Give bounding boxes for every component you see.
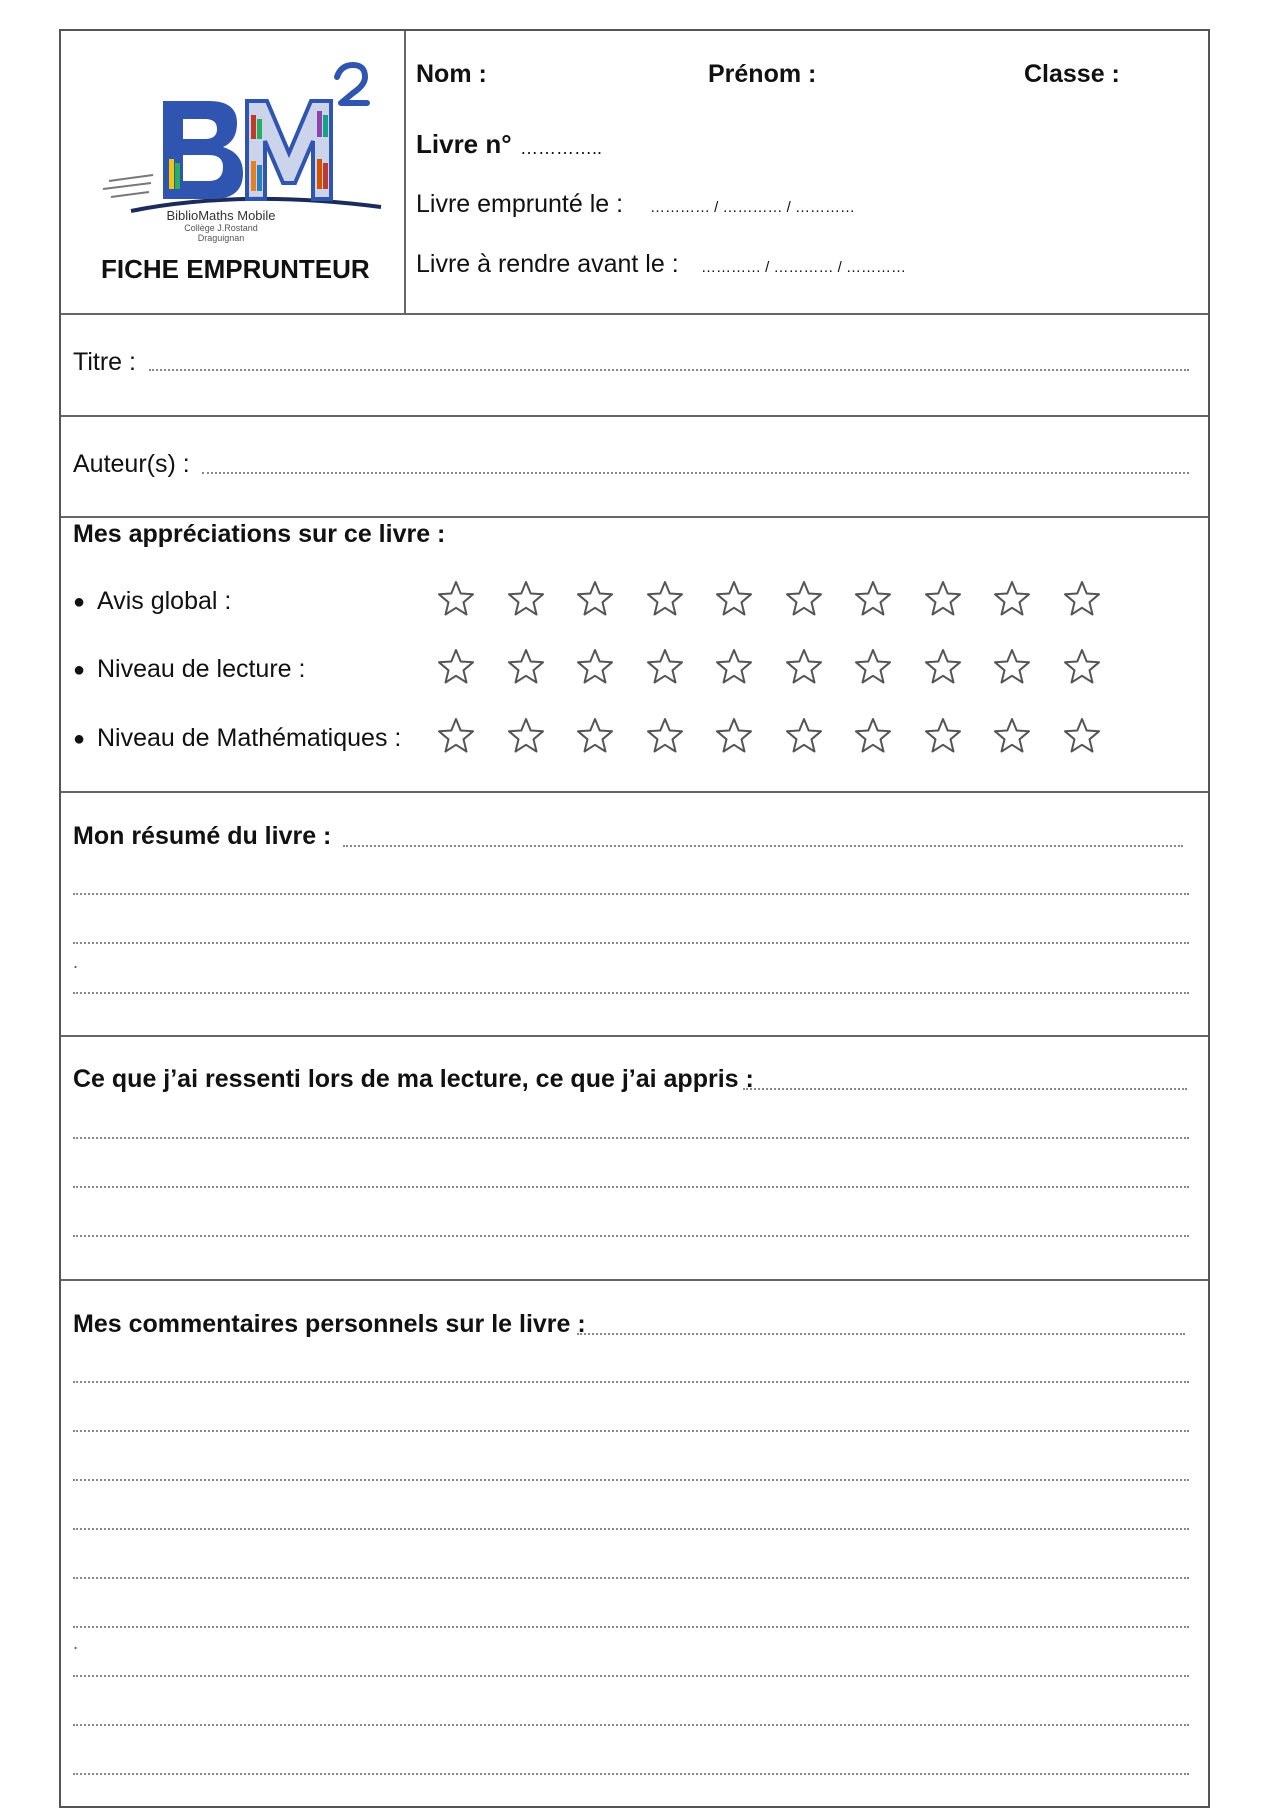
star-icon[interactable]	[645, 647, 685, 687]
star-icon[interactable]	[1062, 647, 1102, 687]
auteurs-label: Auteur(s) :	[73, 450, 190, 478]
star-icon[interactable]	[992, 579, 1032, 619]
star-icon[interactable]	[992, 647, 1032, 687]
ressenti-line[interactable]	[73, 1235, 1189, 1237]
divider	[61, 415, 1208, 417]
star-icon[interactable]	[714, 716, 754, 756]
star-icon[interactable]	[992, 716, 1032, 756]
titre-line[interactable]	[149, 369, 1189, 371]
commentaires-line[interactable]	[73, 1381, 1189, 1383]
livre-no-label: Livre n°	[416, 129, 512, 159]
commentaires-line[interactable]	[73, 1479, 1189, 1481]
commentaires-line[interactable]	[73, 1430, 1189, 1432]
star-icon[interactable]	[853, 647, 893, 687]
rating-label-maths: Niveau de Mathématiques :	[97, 724, 402, 752]
rating-label-lecture: Niveau de lecture :	[97, 655, 306, 683]
star-icon[interactable]	[575, 716, 615, 756]
emprunte-label: Livre emprunté le :	[416, 190, 624, 218]
logo-line-3: Draguignan	[197, 233, 245, 243]
ressenti-heading: Ce que j’ai ressenti lors de ma lecture, ce que j’ai appris :	[73, 1065, 754, 1093]
rating-bullet: ●	[73, 591, 86, 613]
rendre-label: Livre à rendre avant le :	[416, 250, 679, 278]
ressenti-line[interactable]	[743, 1088, 1187, 1090]
commentaires-line[interactable]	[73, 1724, 1189, 1726]
star-icon[interactable]	[506, 579, 546, 619]
star-icon[interactable]	[645, 716, 685, 756]
star-icon[interactable]	[575, 647, 615, 687]
star-icon[interactable]	[784, 716, 824, 756]
star-icon[interactable]	[853, 716, 893, 756]
star-icon[interactable]	[784, 579, 824, 619]
resume-line[interactable]	[343, 845, 1183, 847]
rating-stars-lecture[interactable]	[436, 647, 1156, 687]
star-icon[interactable]	[714, 579, 754, 619]
commentaires-line[interactable]	[73, 1675, 1189, 1677]
star-icon[interactable]	[714, 647, 754, 687]
titre-label: Titre :	[73, 348, 136, 376]
star-icon[interactable]	[923, 647, 963, 687]
rating-bullet: ●	[73, 659, 86, 681]
commentaires-heading: Mes commentaires personnels sur le livre :	[73, 1310, 586, 1338]
rating-bullet: ●	[73, 728, 86, 750]
commentaires-line[interactable]	[73, 1577, 1189, 1579]
ressenti-line[interactable]	[73, 1186, 1189, 1188]
star-icon[interactable]	[1062, 579, 1102, 619]
divider	[61, 1035, 1208, 1037]
stray-dot: .	[73, 1633, 79, 1653]
resume-line[interactable]	[73, 893, 1189, 895]
prenom-label: Prénom :	[708, 60, 817, 88]
ratings-heading: Mes appréciations sur ce livre :	[73, 520, 446, 548]
star-icon[interactable]	[506, 716, 546, 756]
star-icon[interactable]	[1062, 716, 1102, 756]
star-icon[interactable]	[645, 579, 685, 619]
borrower-form	[59, 29, 1210, 1808]
rating-label-avis: Avis global :	[97, 587, 232, 615]
commentaires-line[interactable]	[73, 1528, 1189, 1530]
rendre-date-blank[interactable]: ………… / ………… / …………	[701, 259, 907, 276]
star-icon[interactable]	[923, 716, 963, 756]
stray-dot: .	[73, 952, 79, 972]
star-icon[interactable]	[784, 647, 824, 687]
divider	[61, 1279, 1208, 1281]
star-icon[interactable]	[853, 579, 893, 619]
rating-stars-maths[interactable]	[436, 716, 1156, 756]
rating-stars-avis[interactable]	[436, 579, 1156, 619]
nom-label: Nom :	[416, 60, 487, 88]
ressenti-line[interactable]	[73, 1137, 1189, 1139]
resume-line[interactable]	[73, 992, 1189, 994]
resume-line[interactable]	[73, 942, 1189, 944]
star-icon[interactable]	[923, 579, 963, 619]
divider	[61, 791, 1208, 793]
star-icon[interactable]	[436, 716, 476, 756]
commentaires-line[interactable]	[577, 1333, 1185, 1335]
star-icon[interactable]	[436, 579, 476, 619]
divider	[61, 313, 1208, 315]
emprunte-date-blank[interactable]: ………… / ………… / …………	[650, 199, 856, 216]
divider	[61, 516, 1208, 518]
commentaires-line[interactable]	[73, 1626, 1189, 1628]
classe-label: Classe :	[1024, 60, 1120, 88]
star-icon[interactable]	[575, 579, 615, 619]
auteurs-line[interactable]	[202, 472, 1189, 474]
livre-no-blank[interactable]: …………..	[520, 138, 603, 158]
logo-graphic	[91, 49, 391, 229]
logo-line-2: Collège J.Rostand	[184, 223, 258, 233]
header-divider-vertical	[404, 31, 406, 313]
star-icon[interactable]	[436, 647, 476, 687]
star-icon[interactable]	[506, 647, 546, 687]
resume-heading: Mon résumé du livre :	[73, 822, 332, 850]
commentaires-line[interactable]	[73, 1773, 1189, 1775]
bibliomaths-logo	[91, 49, 391, 243]
sheet-title: FICHE EMPRUNTEUR	[101, 254, 370, 284]
logo-line-1: BiblioMaths Mobile	[166, 208, 276, 223]
